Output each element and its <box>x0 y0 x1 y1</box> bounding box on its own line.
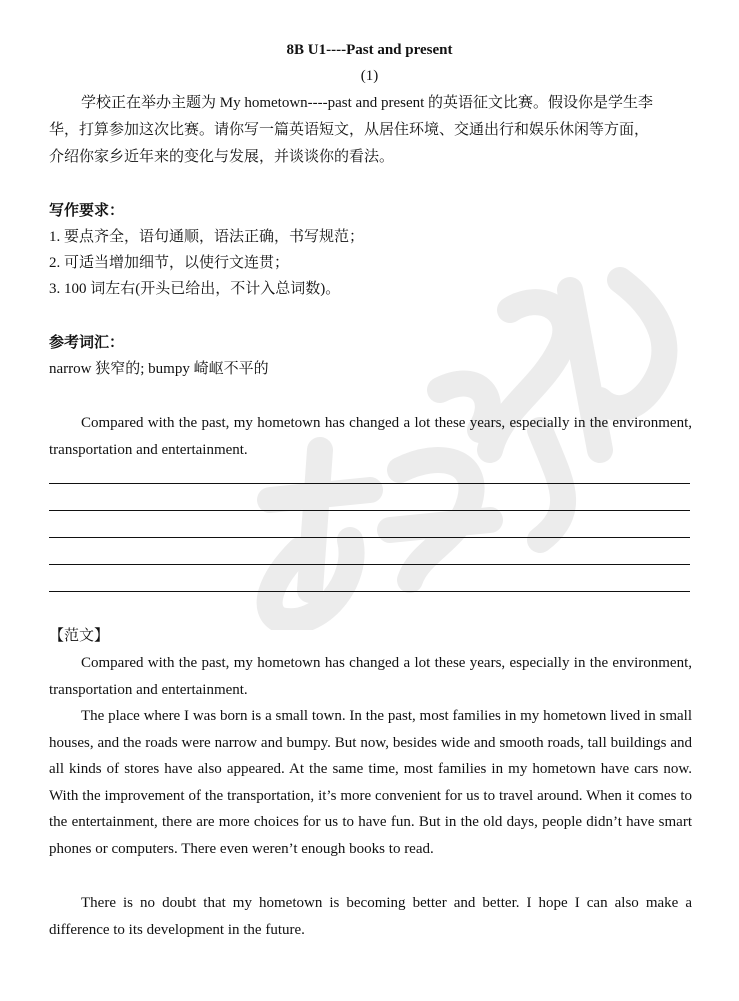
answer-line <box>49 537 690 538</box>
answer-line <box>49 591 690 592</box>
answer-line <box>49 564 690 565</box>
answer-line <box>49 510 690 511</box>
opening-sentence: Compared with the past, my hometown has changed a lot these years, especially in the environment, transportation and entertainment. <box>49 415 692 458</box>
requirement-item: 2. 可适当增加细节，以使行文连贯； <box>49 255 290 271</box>
sample-paragraph: Compared with the past, my hometown has changed a lot these years, especially in the environment, transportation and entertainment. <box>49 655 692 698</box>
prompt-line-2: 华，打算参加这次比赛。请你写一篇英语短文，从居住环境、交通出行和娱乐休闲等方面， <box>49 122 650 138</box>
prompt-line-3: 介绍你家乡近年来的变化与发展，并谈谈你的看法。 <box>49 149 395 165</box>
vocabulary-text: narrow 狭窄的; bumpy 崎岖不平的 <box>49 361 269 377</box>
sample-paragraph: There is no doubt that my hometown is becoming better and better. I hope I can also make a difference to its development in the future. <box>49 895 692 938</box>
requirement-item: 1. 要点齐全，语句通顺，语法正确，书写规范； <box>49 229 365 245</box>
requirement-item: 3. 100 词左右(开头已给出，不计入总词数)。 <box>49 281 341 297</box>
sample-heading: 【范文】 <box>49 628 110 644</box>
question-number: (1) <box>360 68 379 84</box>
document-title: 8B U1----Past and present <box>286 42 453 58</box>
answer-line <box>49 483 690 484</box>
vocabulary-heading: 参考词汇： <box>49 335 125 351</box>
prompt-line-1: 学校正在举办主题为 My hometown----past and present 的英语征文比赛。假设你是学生李 <box>81 95 654 111</box>
requirements-heading: 写作要求： <box>49 203 125 219</box>
sample-paragraph: The place where I was born is a small town. In the past, most families in my hometown lived in small houses, and the roads were narrow and bumpy. But now, besides wide and smooth roads, tall buildings and all kinds of stores have also appeared. At the same time, most families in my hometown have cars now. With the improvement of the transportation, it’s more convenient for us to travel around. When it comes to the entertainment, there are more choices for us to have fun. But in the old days, people didn’t have smart phones or computers. There even weren’t enough books to read. <box>49 708 692 857</box>
